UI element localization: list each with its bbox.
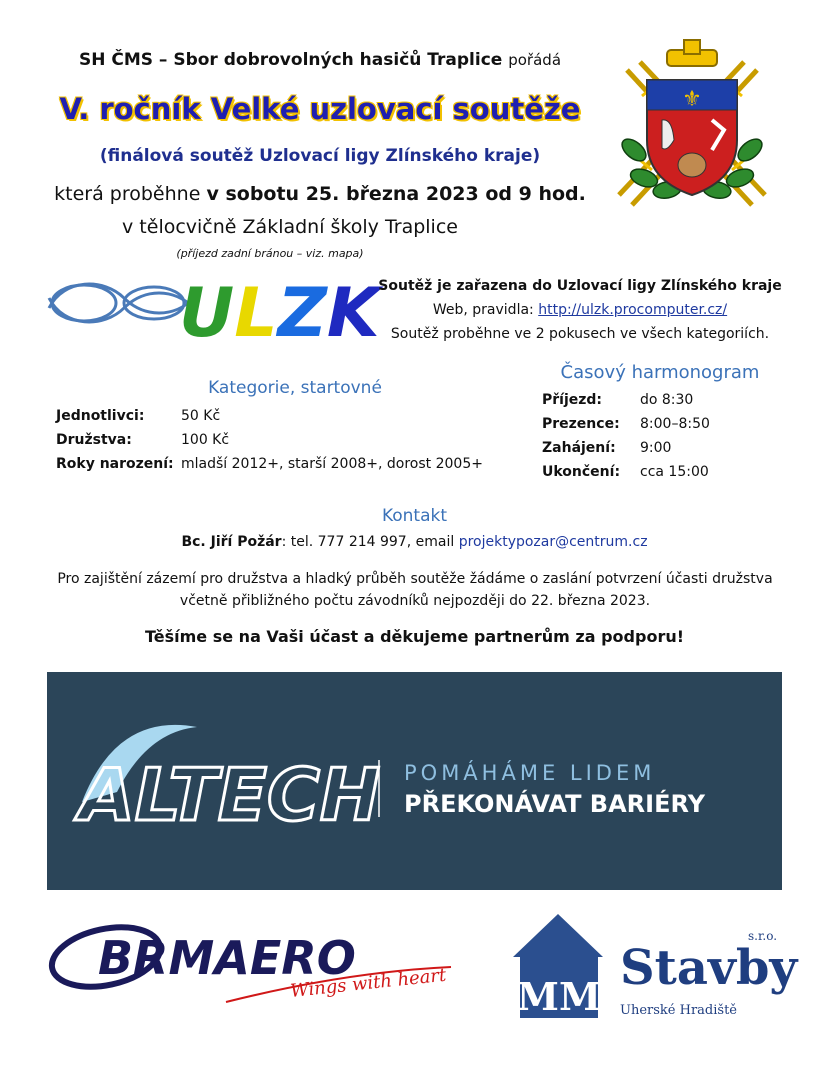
- schedule-value: cca 15:00: [640, 464, 709, 480]
- ulzk-web-link[interactable]: http://ulzk.procomputer.cz/: [538, 302, 728, 318]
- brmaero-logo: [46, 912, 466, 1022]
- category-value: 100 Kč: [181, 432, 230, 448]
- schedule-row: [542, 388, 710, 412]
- mm-name: Stavby: [620, 940, 798, 996]
- schedule-value: do 8:30: [640, 392, 694, 408]
- web-label: Web, pravidla:: [432, 302, 534, 318]
- schedule-value: 8:00–8:50: [640, 416, 710, 432]
- ulzk-letter-z: Z: [277, 274, 327, 353]
- category-value: 50 Kč: [181, 408, 221, 424]
- altech-slogan-2: PŘEKONÁVAT BARIÉRY: [404, 790, 706, 818]
- contact-email-link[interactable]: projektypozar@centrum.cz: [458, 534, 648, 550]
- schedule-label: Zahájení:: [542, 440, 616, 456]
- thanks-line: Těšíme se na Vaši účast a děkujeme partnerům za podporu!: [144, 627, 685, 646]
- arrival-note: (příjezd zadní bránou – viz. mapa): [176, 247, 364, 260]
- altech-wordmark: ALTECH: [79, 753, 381, 837]
- organizer-suffix: pořádá: [508, 51, 562, 69]
- ulzk-letter-u: U: [179, 274, 235, 353]
- brm-tagline: Wings with heart: [289, 964, 448, 1002]
- category-row: [56, 428, 483, 452]
- category-row: [56, 404, 483, 428]
- ulzk-attempts: Soutěž proběhne ve 2 pokusech ve všech kategoriích.: [390, 326, 770, 342]
- ulzk-web-line: [360, 298, 800, 322]
- mm-stavby-logo: [508, 912, 798, 1022]
- category-value: mladší 2012+, starší 2008+, dorost 2005+: [181, 456, 483, 472]
- organizer-line: [40, 50, 600, 70]
- categories-heading: Kategorie, startovné: [208, 378, 382, 398]
- fire-brigade-crest-icon: [612, 40, 772, 210]
- schedule-table: [542, 388, 710, 484]
- svg-text:ULZK: [179, 274, 384, 353]
- category-label: Družstva:: [56, 432, 132, 448]
- organizer-name: SH ČMS – Sbor dobrovolných hasičů Traplice: [78, 50, 503, 70]
- event-venue: v tělocvičně Základní školy Traplice: [122, 216, 458, 238]
- ulzk-logo: [44, 268, 380, 353]
- schedule-label: Ukončení:: [542, 464, 621, 480]
- event-subtitle: (finálová soutěž Uzlovací ligy Zlínského kraje): [99, 146, 541, 166]
- registration-note: Pro zajištění zázemí pro družstva a hladký průběh soutěže žádáme o zaslání potvrzení účasti družstva včetně přibližného počtu závodníků nejpozději do 22. března 2023.: [57, 571, 773, 609]
- ulzk-letter-l: L: [234, 274, 278, 353]
- contact-details: : tel. 777 214 997, email: [281, 534, 455, 550]
- category-label: Roky narození:: [56, 456, 174, 472]
- svg-text:⚜: ⚜: [682, 87, 702, 112]
- altech-banner: [47, 672, 782, 890]
- schedule-row: [542, 436, 710, 460]
- contact-name: Bc. Jiří Požár: [181, 534, 282, 550]
- contact-heading: Kontakt: [381, 506, 448, 526]
- schedule-row: [542, 460, 710, 484]
- brm-wordmark: BRMAERO: [98, 931, 356, 985]
- ulzk-info: [360, 274, 800, 346]
- altech-logo: [47, 672, 782, 890]
- contact-line: [0, 534, 829, 550]
- schedule-row: [542, 412, 710, 436]
- category-row: [56, 452, 483, 476]
- category-label: Jednotlivci:: [56, 408, 145, 424]
- altech-slogan-1: POMÁHÁME LIDEM: [404, 761, 656, 785]
- mm-letters: MM: [516, 974, 602, 1019]
- ulzk-league-note: Soutěž je zařazena do Uzlovací ligy Zlínského kraje: [378, 278, 782, 294]
- schedule-label: Příjezd:: [542, 392, 603, 408]
- event-title: V. ročník Velké uzlovací soutěže: [59, 92, 581, 126]
- datetime-prefix: která proběhne: [54, 183, 201, 205]
- mm-city: Uherské Hradiště: [620, 1003, 737, 1018]
- mm-suffix: s.r.o.: [748, 929, 778, 943]
- schedule-heading: Časový harmonogram: [560, 362, 760, 383]
- categories-table: [56, 404, 483, 476]
- ulzk-letter-k: K: [326, 274, 380, 353]
- event-datetime: [40, 183, 600, 205]
- schedule-value: 9:00: [640, 440, 672, 456]
- datetime-value: v sobotu 25. března 2023 od 9 hod.: [206, 183, 586, 205]
- schedule-label: Prezence:: [542, 416, 620, 432]
